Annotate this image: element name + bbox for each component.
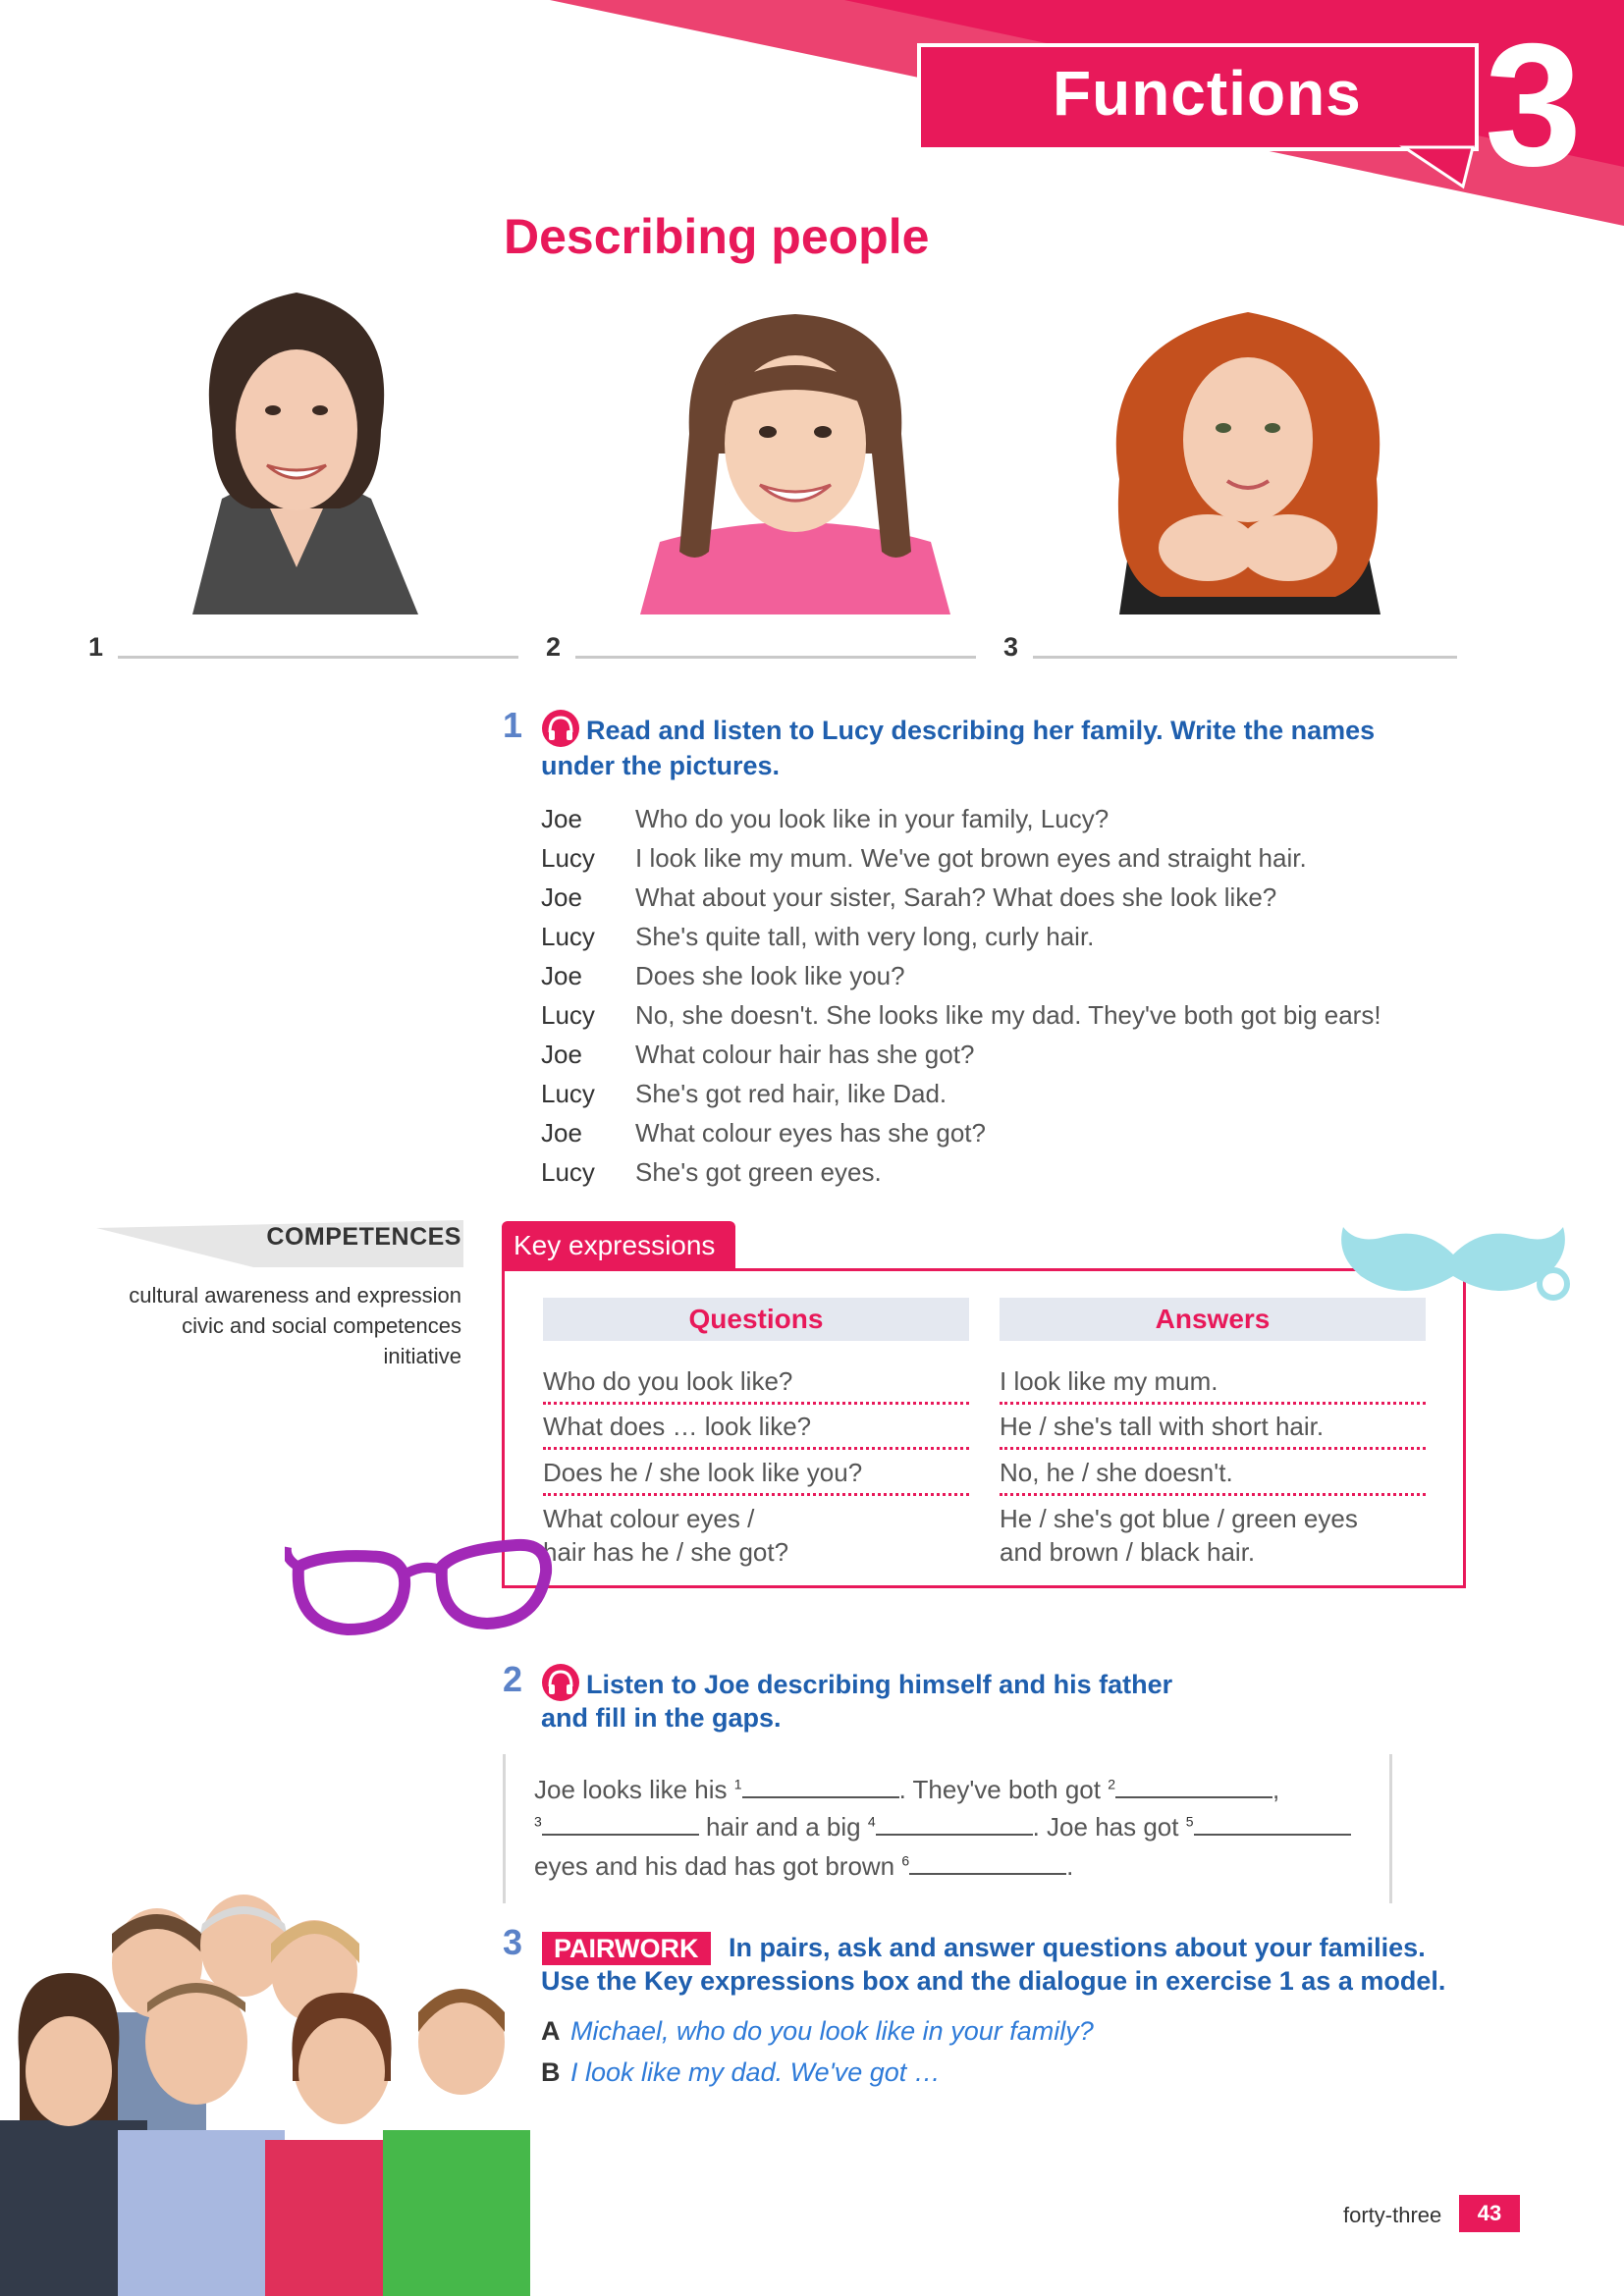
gap-number: 4 xyxy=(867,1813,876,1830)
dialogue-row xyxy=(541,878,1381,917)
gap-number: 6 xyxy=(901,1852,910,1869)
dialogue-line: No, she doesn't. She looks like my dad. They've both got big ears! xyxy=(635,999,1381,1030)
dialogue-line: She's got red hair, like Dad. xyxy=(635,1078,947,1108)
question-1: Who do you look like? xyxy=(543,1366,793,1396)
photo-number-2: 2 xyxy=(546,632,562,662)
competence-item: initiative xyxy=(383,1344,461,1368)
name-answer-line-3[interactable] xyxy=(1033,656,1457,659)
exercise-2-instruction-line1: Listen to Joe describing himself and his father xyxy=(586,1670,1173,1699)
model-speaker: A xyxy=(541,2016,561,2046)
key-expressions-tab: Key expressions xyxy=(502,1221,735,1270)
red-haired-girl-photo xyxy=(1090,302,1406,614)
gap-blank-2[interactable] xyxy=(1115,1773,1272,1798)
moustache-icon xyxy=(1335,1215,1571,1325)
gap-blank-6[interactable] xyxy=(909,1849,1066,1875)
speaker: Joe xyxy=(541,960,582,990)
exercise-3-instruction-line2: Use the Key expressions box and the dialogue in exercise 1 as a model. xyxy=(541,1966,1446,1996)
dialogue-row xyxy=(541,838,1381,878)
speaker: Lucy xyxy=(541,842,595,873)
name-answer-line-2[interactable] xyxy=(575,656,976,659)
speaker: Lucy xyxy=(541,1156,595,1187)
page-number: 43 xyxy=(1459,2195,1520,2232)
questions-header: Questions xyxy=(543,1298,969,1341)
exercise-1-instruction-line1: Read and listen to Lucy describing her family. Write the names xyxy=(586,716,1376,745)
dotted-divider xyxy=(543,1493,969,1496)
speaker: Lucy xyxy=(541,1078,595,1108)
model-line-b xyxy=(541,2057,941,2088)
speaker: Lucy xyxy=(541,921,595,951)
dialogue-row xyxy=(541,956,1381,995)
glasses-icon xyxy=(285,1527,564,1659)
model-speaker: B xyxy=(541,2057,561,2087)
dialogue-row xyxy=(541,1113,1381,1152)
gap-text: . Joe has got xyxy=(1032,1812,1186,1842)
gap-number: 1 xyxy=(733,1776,742,1792)
speaker: Joe xyxy=(541,881,582,912)
gap-blank-3[interactable] xyxy=(542,1810,699,1836)
exercise-3-number: 3 xyxy=(503,1922,523,1962)
question-3: Does he / she look like you? xyxy=(543,1458,863,1487)
gap-line-2 xyxy=(534,1810,1351,1842)
dialogue-row xyxy=(541,917,1381,956)
model-text: Michael, who do you look like in your family? xyxy=(570,2016,1094,2046)
speaker: Lucy xyxy=(541,999,595,1030)
photo-number-1: 1 xyxy=(88,632,104,662)
dialogue-row xyxy=(541,1152,1381,1192)
model-text: I look like my dad. We've got … xyxy=(570,2057,941,2087)
dotted-divider xyxy=(1000,1447,1426,1450)
family-photo xyxy=(0,1895,530,2296)
dialogue-line: What colour eyes has she got? xyxy=(635,1117,986,1148)
dialogue-row xyxy=(541,1074,1381,1113)
gap-text: Joe looks like his xyxy=(534,1775,734,1804)
woman-photo xyxy=(134,273,460,614)
gap-number: 2 xyxy=(1108,1776,1115,1792)
dotted-divider xyxy=(1000,1493,1426,1496)
answer-4-line2: and brown / black hair. xyxy=(1000,1537,1256,1567)
dialogue-row xyxy=(541,799,1381,838)
gap-text: hair and a big xyxy=(698,1812,868,1842)
pairwork-badge: PAIRWORK xyxy=(542,1932,711,1965)
speaker: Joe xyxy=(541,1117,582,1148)
speaker: Joe xyxy=(541,1039,582,1069)
answers-header: Answers xyxy=(1000,1298,1426,1341)
section-title: Functions xyxy=(1053,58,1362,129)
unit-number: 3 xyxy=(1485,7,1582,202)
dialogue-row xyxy=(541,1035,1381,1074)
gap-line-3 xyxy=(534,1849,1073,1882)
page-title: Describing people xyxy=(504,209,930,264)
answer-3: No, he / she doesn't. xyxy=(1000,1458,1233,1487)
competences-title: COMPETENCES xyxy=(266,1223,461,1251)
exercise-2-number: 2 xyxy=(503,1659,523,1699)
question-4-line2: hair has he / she got? xyxy=(543,1537,789,1567)
exercise-1-instruction-line2: under the pictures. xyxy=(541,751,781,780)
competences-list xyxy=(98,1280,461,1371)
answer-4-line1: He / she's got blue / green eyes xyxy=(1000,1504,1358,1533)
gap-blank-4[interactable] xyxy=(876,1810,1033,1836)
dialogue-line: I look like my mum. We've got brown eyes and straight hair. xyxy=(635,842,1307,873)
dialogue-line: She's got green eyes. xyxy=(635,1156,882,1187)
girl-photo xyxy=(621,306,970,614)
exercise-2-instruction-line2: and fill in the gaps. xyxy=(541,1703,782,1733)
speaker: Joe xyxy=(541,803,582,833)
gap-blank-5[interactable] xyxy=(1194,1810,1351,1836)
exercise-3-instruction-line1: In pairs, ask and answer questions about your families. xyxy=(729,1933,1426,1962)
gap-line-1 xyxy=(534,1773,1279,1805)
dotted-divider xyxy=(1000,1402,1426,1405)
dotted-divider xyxy=(543,1402,969,1405)
dialogue-line: What colour hair has she got? xyxy=(635,1039,975,1069)
dialogue-line: What about your sister, Sarah? What does she look like? xyxy=(635,881,1277,912)
name-answer-line-1[interactable] xyxy=(118,656,518,659)
page-word: forty-three xyxy=(1343,2203,1442,2227)
question-4-line1: What colour eyes / xyxy=(543,1504,755,1533)
gap-text: . xyxy=(1066,1851,1074,1881)
model-line-a xyxy=(541,2016,1094,2047)
competence-item: civic and social competences xyxy=(182,1313,461,1338)
gap-number: 3 xyxy=(534,1813,542,1830)
dialogue-line: Who do you look like in your family, Lucy? xyxy=(635,803,1110,833)
dotted-divider xyxy=(543,1447,969,1450)
question-2: What does … look like? xyxy=(543,1412,812,1441)
exercise-1-number: 1 xyxy=(503,705,523,745)
headphones-icon xyxy=(541,709,580,748)
gap-text: . They've both got xyxy=(898,1775,1109,1804)
gap-number: 5 xyxy=(1185,1813,1194,1830)
gap-text: , xyxy=(1272,1775,1280,1804)
dialogue xyxy=(541,799,1381,1192)
competence-item: cultural awareness and expression xyxy=(129,1283,461,1308)
headphones-icon xyxy=(541,1663,580,1702)
gap-text: eyes and his dad has got brown xyxy=(534,1851,902,1881)
dialogue-line: She's quite tall, with very long, curly hair. xyxy=(635,921,1095,951)
dialogue-row xyxy=(541,995,1381,1035)
answer-2: He / she's tall with short hair. xyxy=(1000,1412,1325,1441)
dialogue-line: Does she look like you? xyxy=(635,960,905,990)
gap-blank-1[interactable] xyxy=(742,1773,899,1798)
photo-number-3: 3 xyxy=(1003,632,1019,662)
answer-1: I look like my mum. xyxy=(1000,1366,1218,1396)
